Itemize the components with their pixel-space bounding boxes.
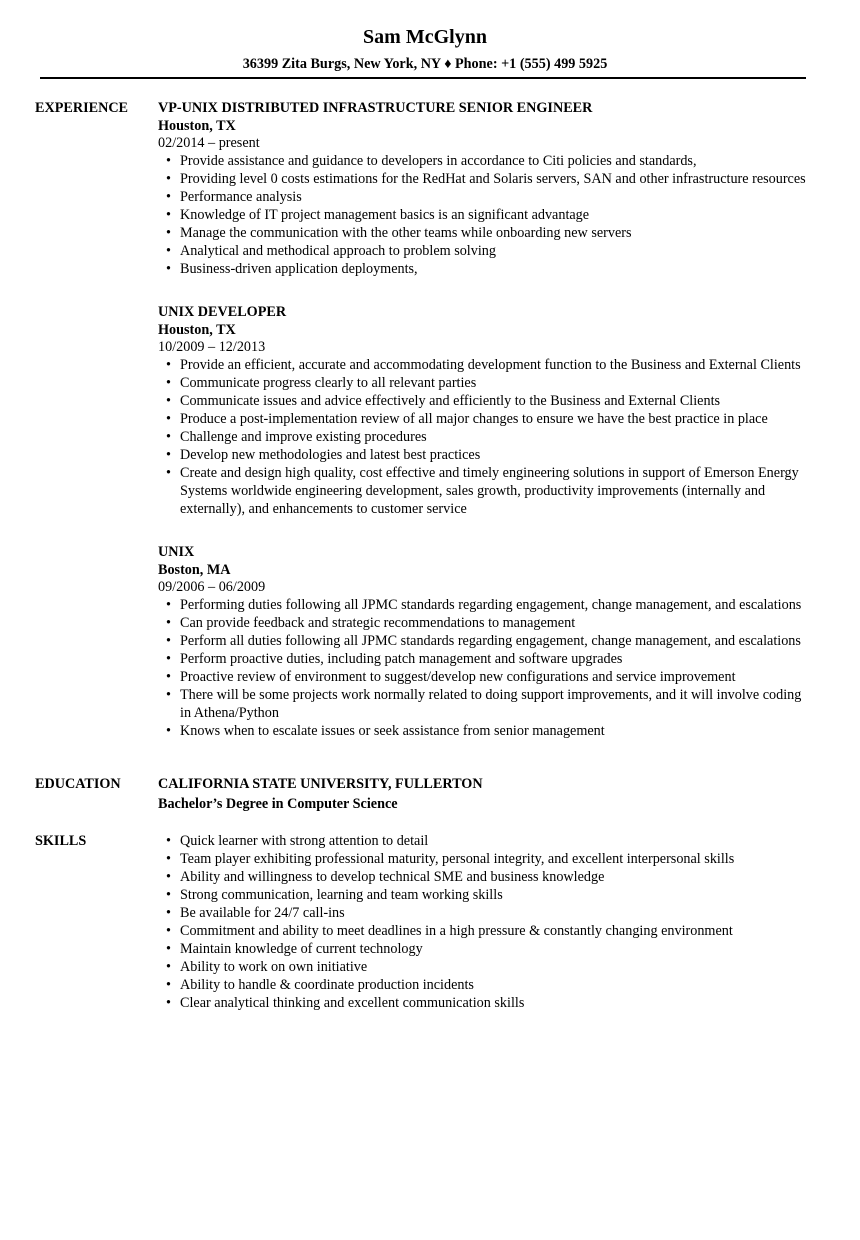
bullet-item: • Develop new methodologies and latest best practices [180, 446, 810, 464]
job-dates: 10/2009 – 12/2013 [158, 339, 266, 355]
bullet-item: • Knows when to escalate issues or seek assistance from senior management [180, 722, 810, 740]
bullet-item: • Provide assistance and guidance to developers in accordance to Citi policies and standards, [180, 152, 810, 170]
skill-item: • Team player exhibiting professional maturity, personal integrity, and excellent interpersonal skills [180, 850, 810, 868]
bullet-item: • Create and design high quality, cost effective and timely engineering solutions in support of Emerson Energy Systems worldwide engineering development, sales growth, productivity improvements (internally and externally), and enhancements to customer service [180, 464, 810, 518]
job-dates: 09/2006 – 06/2009 [158, 579, 266, 595]
bullet-item: • Produce a post-implementation review of all major changes to ensure we have the best practice in place [180, 410, 810, 428]
bullet-item: • Business-driven application deployments, [180, 260, 810, 278]
bullet-item: • Knowledge of IT project management basics is an significant advantage [180, 206, 810, 224]
bullet-item: • Challenge and improve existing procedures [180, 428, 810, 446]
job-entry [158, 543, 810, 740]
bullet-item: • Communicate progress clearly to all relevant parties [180, 374, 810, 392]
experience-list [158, 99, 810, 767]
bullet-item: • Perform all duties following all JPMC standards regarding engagement, change management, and escalations [180, 632, 810, 650]
bullet-item: • Performing duties following all JPMC standards regarding engagement, change management, and escalations [180, 596, 810, 614]
degree: Bachelor’s Degree in Computer Science [158, 796, 398, 812]
section-label: EXPERIENCE [35, 100, 129, 116]
bullet-item: • Providing level 0 costs estimations for the RedHat and Solaris servers, SAN and other infrastructure resources [180, 170, 810, 188]
job-entry [158, 303, 810, 518]
job-bullets [158, 152, 810, 278]
skill-item: • Maintain knowledge of current technology [180, 940, 810, 958]
job-location: Houston, TX [158, 322, 236, 338]
bullet-item: • Analytical and methodical approach to problem solving [180, 242, 810, 260]
candidate-name: Sam McGlynn [363, 26, 487, 48]
bullet-item: • Can provide feedback and strategic recommendations to management [180, 614, 810, 632]
skills-section [35, 832, 860, 1012]
job-location: Boston, MA [158, 562, 231, 578]
skill-item: • Clear analytical thinking and excellent communication skills [180, 994, 810, 1012]
bullet-item: • Manage the communication with the other teams while onboarding new servers [180, 224, 810, 242]
skill-item: • Ability to handle & coordinate production incidents [180, 976, 810, 994]
skills-list [158, 832, 810, 1012]
job-title: UNIX DEVELOPER [158, 304, 287, 320]
skill-item: • Be available for 24/7 call-ins [180, 904, 810, 922]
skill-item: • Ability and willingness to develop technical SME and business knowledge [180, 868, 810, 886]
experience-section [35, 99, 860, 767]
job-bullets [158, 596, 810, 740]
section-label: SKILLS [35, 833, 87, 849]
skill-item: • Quick learner with strong attention to detail [180, 832, 810, 850]
job-title: VP-UNIX DISTRIBUTED INFRASTRUCTURE SENIOR ENGINEER [158, 100, 593, 116]
section-label: EDUCATION [35, 776, 121, 792]
skill-item: • Strong communication, learning and team working skills [180, 886, 810, 904]
job-bullets [158, 356, 810, 518]
skill-item: • Ability to work on own initiative [180, 958, 810, 976]
bullet-item: • There will be some projects work normally related to doing support improvements, and it will involve coding in Athena/Python [180, 686, 810, 722]
job-entry [158, 99, 810, 278]
education-section [35, 775, 860, 813]
bullet-item: • Performance analysis [180, 188, 810, 206]
contact-line: 36399 Zita Burgs, New York, NY ♦ Phone: +1 (555) 499 5925 [242, 56, 608, 72]
school-name: CALIFORNIA STATE UNIVERSITY, FULLERTON [158, 776, 483, 792]
job-location: Houston, TX [158, 118, 236, 134]
bullet-item: • Provide an efficient, accurate and accommodating development function to the Business and External Clients [180, 356, 810, 374]
bullet-item: • Proactive review of environment to suggest/develop new configurations and service improvement [180, 668, 810, 686]
bullet-item: • Perform proactive duties, including patch management and software upgrades [180, 650, 810, 668]
job-title: UNIX [158, 544, 195, 560]
job-dates: 02/2014 – present [158, 135, 260, 151]
header-divider [40, 77, 806, 79]
bullet-item: • Communicate issues and advice effectively and efficiently to the Business and External Clients [180, 392, 810, 410]
skill-item: • Commitment and ability to meet deadlines in a high pressure & constantly changing environment [180, 922, 810, 940]
